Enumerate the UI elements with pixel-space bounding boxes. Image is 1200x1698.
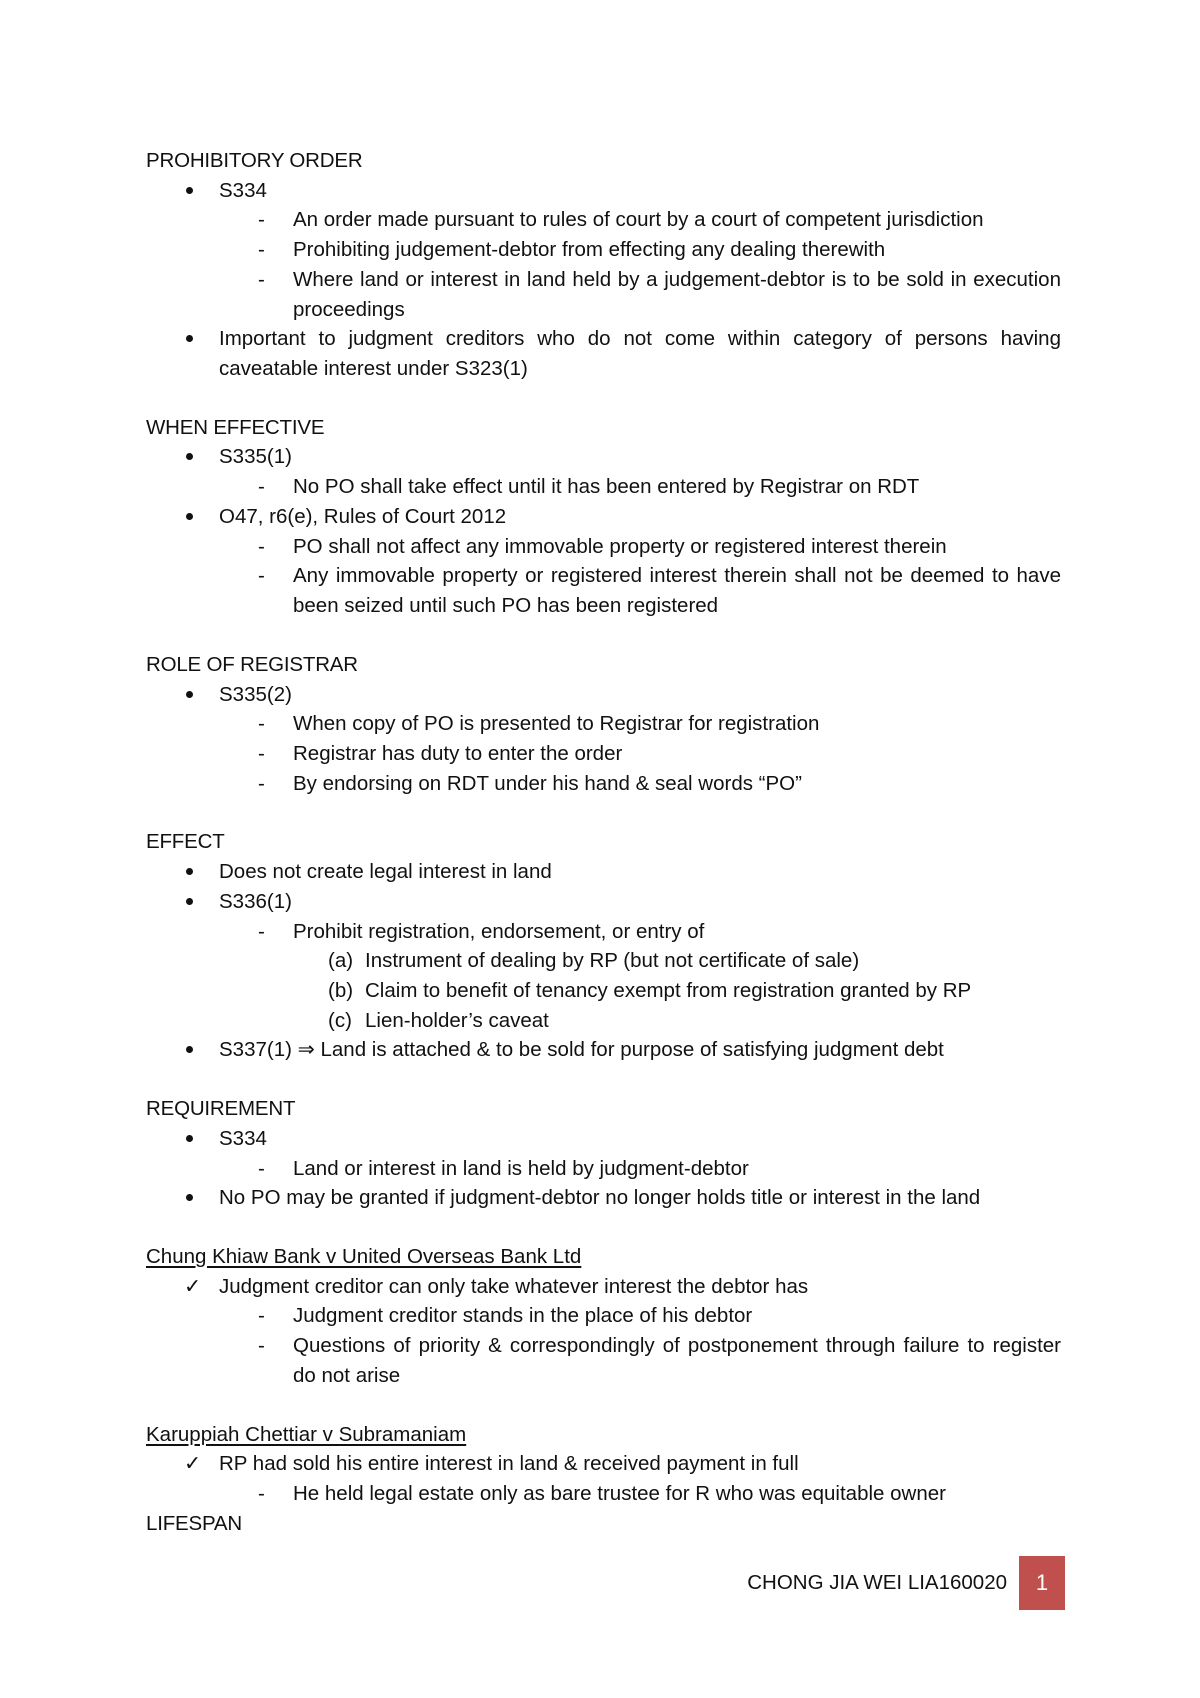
dash-item: - Registrar has duty to enter the order <box>146 739 1061 769</box>
bullet-item: S335(1) <box>146 442 1061 472</box>
dash-item: - No PO shall take effect until it has been entered by Registrar on RDT <box>146 472 1061 502</box>
heading-prohibitory-order: PROHIBITORY ORDER <box>146 149 363 172</box>
dash-icon: - <box>258 238 265 262</box>
check-item: ✓ Judgment creditor can only take whatever interest the debtor has <box>146 1272 1061 1302</box>
section-requirement <box>146 1094 1061 1213</box>
dash-item: - An order made pursuant to rules of court by a court of competent jurisdiction <box>146 205 1061 235</box>
page-number-badge: 1 <box>1019 1556 1065 1610</box>
lettered-item: (b) Claim to benefit of tenancy exempt from registration granted by RP <box>146 976 1061 1006</box>
section-effect <box>146 827 1061 1065</box>
dash-icon: - <box>258 771 265 795</box>
bullet-icon <box>186 1135 193 1142</box>
heading-role-of-registrar: ROLE OF REGISTRAR <box>146 652 358 676</box>
dash-icon: - <box>258 712 265 736</box>
dash-icon: - <box>258 1156 265 1180</box>
bullet-icon <box>186 187 193 194</box>
dash-icon: - <box>258 741 265 765</box>
bullet-icon <box>186 335 193 342</box>
bullet-item: S335(2) <box>146 680 1061 710</box>
bullet-item: Important to judgment creditors who do not come within category of persons having caveatable interest under S323(1) <box>146 324 1061 383</box>
dash-item: - Questions of priority & correspondingly of postponement through failure to register do not arise <box>146 1331 1061 1390</box>
dash-item: - Land or interest in land is held by judgment-debtor <box>146 1154 1061 1184</box>
case-title: Karuppiah Chettiar v Subramaniam <box>146 1422 467 1446</box>
bullet-icon <box>186 453 193 460</box>
lettered-item: (c) Lien-holder’s caveat <box>146 1006 1061 1036</box>
check-item: ✓ RP had sold his entire interest in land & received payment in full <box>146 1449 1061 1479</box>
dash-icon: - <box>258 1304 265 1328</box>
dash-icon: - <box>258 564 265 588</box>
letter-marker: (b) <box>328 978 354 1002</box>
dash-item: - He held legal estate only as bare trustee for R who was equitable owner <box>146 1479 1061 1509</box>
letter-marker: (a) <box>328 949 354 973</box>
bullet-icon <box>186 1046 193 1053</box>
dash-item: - Where land or interest in land held by a judgement-debtor is to be sold in execution proceedings <box>146 265 1061 324</box>
dash-icon: - <box>258 534 265 558</box>
bullet-item: S337(1) ⇒ Land is attached & to be sold for purpose of satisfying judgment debt <box>146 1035 1061 1065</box>
bullet-icon <box>186 868 193 875</box>
dash-icon: - <box>258 475 265 499</box>
dash-icon: - <box>258 919 265 943</box>
section-case-karuppiah <box>146 1420 1061 1509</box>
page-footer <box>747 1556 1065 1610</box>
dash-item: - When copy of PO is presented to Registrar for registration <box>146 709 1061 739</box>
bullet-item: S334 <box>146 1124 1061 1154</box>
dash-item: - Any immovable property or registered interest therein shall not be deemed to have been seized until such PO has been registered <box>146 561 1061 620</box>
heading-requirement: REQUIREMENT <box>146 1097 296 1121</box>
dash-icon: - <box>258 1334 265 1358</box>
dash-item: - By endorsing on RDT under his hand & seal words “PO” <box>146 769 1061 799</box>
dash-icon: - <box>258 267 265 291</box>
bullet-icon <box>186 691 193 698</box>
dash-item: - Prohibit registration, endorsement, or entry of <box>146 917 1061 947</box>
bullet-item: S336(1) <box>146 887 1061 917</box>
heading-effect: EFFECT <box>146 830 225 854</box>
bullet-icon <box>186 513 193 520</box>
heading-when-effective: WHEN EFFECTIVE <box>146 415 325 439</box>
bullet-icon <box>186 1194 193 1201</box>
bullet-icon <box>186 898 193 905</box>
section-prohibitory-order <box>146 146 1061 384</box>
document-body <box>146 146 1061 1538</box>
dash-icon: - <box>258 1482 265 1506</box>
check-icon: ✓ <box>184 1274 202 1298</box>
bullet-item: Does not create legal interest in land <box>146 857 1061 887</box>
footer-author: CHONG JIA WEI LIA160020 <box>747 1571 1007 1595</box>
section-role-of-registrar <box>146 650 1061 799</box>
heading-lifespan: LIFESPAN <box>146 1511 242 1535</box>
dash-item: - Judgment creditor stands in the place of his debtor <box>146 1301 1061 1331</box>
dash-icon: - <box>258 208 265 232</box>
dash-item: - PO shall not affect any immovable property or registered interest therein <box>146 532 1061 562</box>
dash-item: - Prohibiting judgement-debtor from effecting any dealing therewith <box>146 235 1061 265</box>
lettered-item: (a) Instrument of dealing by RP (but not certificate of sale) <box>146 946 1061 976</box>
case-title: Chung Khiaw Bank v United Overseas Bank Ltd <box>146 1245 582 1268</box>
section-when-effective <box>146 413 1061 621</box>
check-icon: ✓ <box>184 1452 202 1476</box>
bullet-item: O47, r6(e), Rules of Court 2012 <box>146 502 1061 532</box>
bullet-item: No PO may be granted if judgment-debtor no longer holds title or interest in the land <box>146 1183 1061 1213</box>
letter-marker: (c) <box>328 1008 352 1032</box>
bullet-item: S334 <box>146 176 1061 206</box>
section-case-chung-khiaw <box>146 1242 1061 1391</box>
